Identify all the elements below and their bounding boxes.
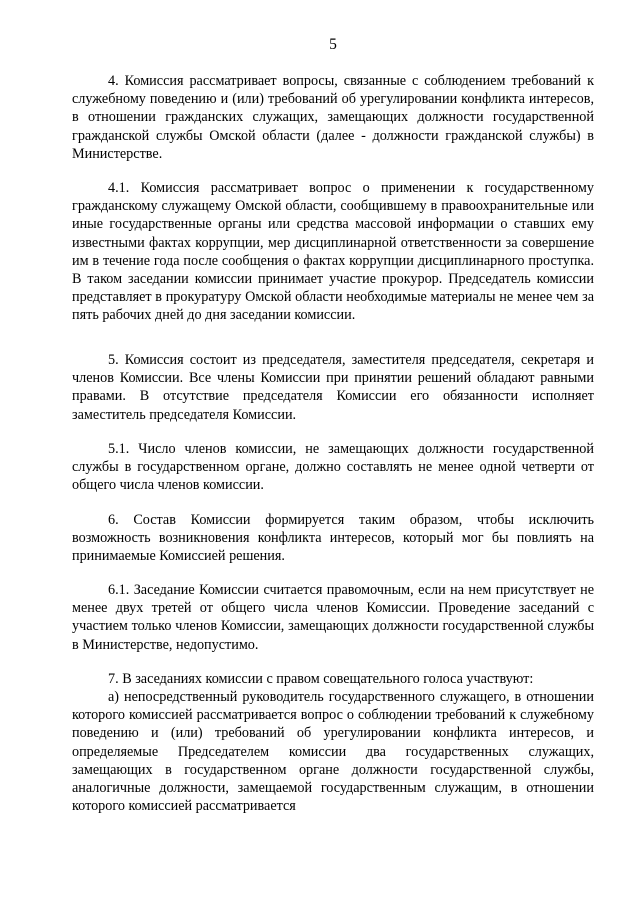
- paragraph-6-1: 6.1. Заседание Комиссии считается правомочным, если на нем присутствует не менее двух третей от общего числа членов Комиссии. Проведение заседаний с участием только членов Комиссии, замещающих должности государственной службы в Министерстве, недопустимо.: [72, 582, 594, 653]
- paragraph-4-1: 4.1. Комиссия рассматривает вопрос о применении к государственному гражданскому служащему Омской области, сообщившему в правоохранительные или иные государственные органы или средства массовой информации о ставших ему известными фактах коррупции, мер дисциплинарной ответственности за совершение им в течение года после сообщения о фактах коррупции дисциплинарного проступка. В таком заседании комиссии принимает участие прокурор. Председатель комиссии представляет в прокуратуру Омской области необходимые материалы не менее чем за пять рабочих дней до дня заседании комиссии.: [72, 180, 594, 324]
- paragraph-7: 7. В заседаниях комиссии с правом совещательного голоса участвуют:: [108, 671, 534, 687]
- paragraph-4: 4. Комиссия рассматривает вопросы, связанные с соблюдением требований к служебному поведению и (или) требований об урегулировании конфликта интересов, в отношении гражданских служащих, замещающих должности государственной гражданской службы Омской области (далее - должности гражданской службы) в Министерстве.: [72, 73, 594, 162]
- paragraph-5-1: 5.1. Число членов комиссии, не замещающих должности государственной службы в государственном органе, должно составлять не менее одной четверти от общего числа членов комиссии.: [72, 441, 594, 494]
- paragraph-7-a: а) непосредственный руководитель государственного служащего, в отношении которого комиссией рассматривается вопрос о соблюдении требований к служебному поведению и (или) требований об урегулировании конфликта интересов, и определяемые Председателем комиссии два государственных служащих, замещающих в государственном органе должности государственной службы, аналогичные должности, замещаемой государственным служащим, в отношении которого комиссией рассматривается: [72, 689, 594, 815]
- page-number: 5: [329, 36, 337, 53]
- paragraph-5: 5. Комиссия состоит из председателя, заместителя председателя, секретаря и членов Комиссии. Все члены Комиссии при принятии решений обладают равными правами. В отсутствие председателя Комиссии его обязанности исполняет заместитель председателя Комиссии.: [72, 352, 594, 423]
- document-page: [72, 0, 594, 905]
- paragraph-6: 6. Состав Комиссии формируется таким образом, чтобы исключить возможность возникновения конфликта интересов, который мог бы повлиять на принимаемые Комиссией решения.: [72, 512, 594, 565]
